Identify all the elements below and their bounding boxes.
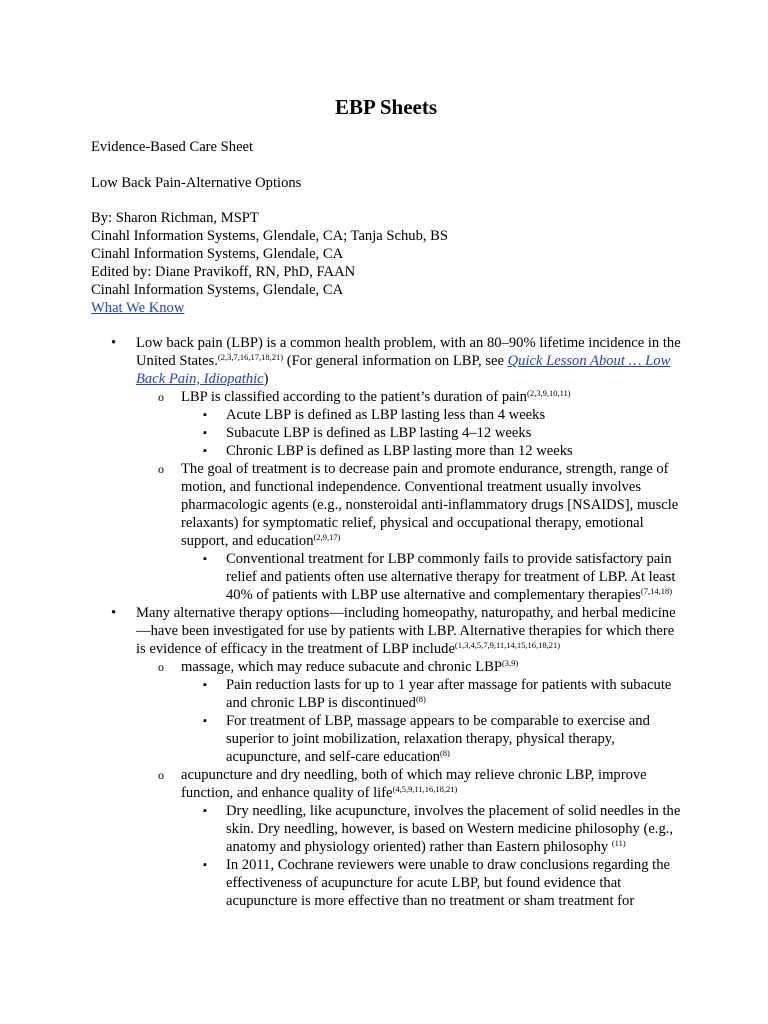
citation: (11)	[611, 838, 626, 848]
bullet-text: Many alternative therapy options—including homeopathy, naturopathy, and herbal medicine—have been investigated for use by patients with LBP. Alternative therapies for which there is evidence of efficacy in the treatment of LBP include	[136, 605, 676, 657]
sub-sub-bullet-list	[181, 406, 681, 460]
list-item	[136, 388, 681, 460]
sub-sub-bullet-list	[181, 802, 681, 910]
affiliation-line: Cinahl Information Systems, Glendale, CA	[91, 282, 344, 298]
bullet-text: Low back pain (LBP) is a common health problem, with an 80–90% lifetime incidence in the United States.	[136, 335, 681, 369]
list-item	[181, 802, 681, 856]
bullet-text: (For general information on LBP, see	[283, 353, 508, 369]
list-item	[136, 658, 681, 766]
document-title: EBP Sheets	[334, 95, 438, 119]
main-bullet-list	[91, 334, 681, 910]
editor-line: Edited by: Diane Pravikoff, RN, PhD, FAAN	[91, 264, 356, 280]
quick-lesson-link[interactable]: Quick Lesson About … Low Back Pain, Idiopathic	[136, 353, 671, 387]
citation: (1,3,4,5,7,9,11,14,15,16,18,21)	[454, 640, 561, 650]
bullet-text: massage, which may reduce subacute and chronic LBP	[181, 659, 502, 675]
what-we-know-link[interactable]: What We Know	[91, 300, 185, 316]
list-item	[181, 676, 681, 712]
citation: (2,9,17)	[313, 532, 341, 542]
citation: (7,14,18)	[640, 586, 673, 596]
citation: (2,3,9,10,11)	[526, 388, 571, 398]
citation: (2,3,7,16,17,18,21)	[217, 352, 284, 362]
sheet-subtitle: Evidence-Based Care Sheet	[91, 139, 254, 155]
bullet-text: LBP is classified according to the patient’s duration of pain	[181, 389, 527, 405]
list-item: ▪ In 2011, Cochrane reviewers were unable to draw conclusions regarding the effectiveness of acupuncture for acute LBP, but found evidence that acupuncture is more effective than no treatment or sham treatment for	[181, 856, 681, 910]
sub-sub-bullet-list	[181, 676, 681, 766]
credits-block	[91, 209, 448, 317]
citation: (3,9)	[501, 658, 519, 668]
list-item: ▪ Chronic LBP is defined as LBP lasting more than 12 weeks	[181, 442, 681, 460]
sheet-topic: Low Back Pain-Alternative Options	[91, 175, 302, 191]
document-content	[91, 334, 681, 910]
list-item	[181, 550, 681, 604]
citation: (8)	[415, 694, 426, 704]
citation: (8)	[439, 748, 450, 758]
bullet-text: acupuncture and dry needling, both of which may relieve chronic LBP, improve function, and enhance quality of life	[181, 767, 647, 801]
list-item	[136, 460, 681, 604]
list-item: ▪ Subacute LBP is defined as LBP lasting 4–12 weeks	[181, 424, 681, 442]
sub-bullet-list	[136, 658, 681, 910]
affiliation-line: Cinahl Information Systems, Glendale, CA; Tanja Schub, BS	[91, 228, 449, 244]
bullet-text: Conventional treatment for LBP commonly fails to provide satisfactory pain relief and patients often use alternative therapy for treatment of LBP. At least 40% of patients with LBP use alternative and complementary therapies	[226, 551, 676, 603]
bullet-text: )	[263, 371, 269, 387]
affiliation-line: Cinahl Information Systems, Glendale, CA	[91, 246, 344, 262]
bullet-text: Dry needling, like acupuncture, involves the placement of solid needles in the skin. Dry needling, however, is based on Western medicine philosophy (e.g., anatomy and physiology oriented) rather than Eastern philosophy	[226, 803, 681, 855]
list-item	[91, 334, 681, 604]
bullet-text: Pain reduction lasts for up to 1 year after massage for patients with subacute and chronic LBP is discontinued	[226, 677, 672, 711]
sub-sub-bullet-list	[181, 550, 681, 604]
bullet-text: For treatment of LBP, massage appears to be comparable to exercise and superior to joint mobilization, relaxation therapy, physical therapy, acupuncture, and self-care education	[226, 713, 650, 765]
list-item	[91, 604, 681, 910]
author-line: By: Sharon Richman, MSPT	[91, 210, 259, 226]
sub-bullet-list	[136, 388, 681, 604]
citation: (4,5,9,11,16,18,21)	[392, 784, 458, 794]
list-item	[181, 712, 681, 766]
list-item: ▪ Acute LBP is defined as LBP lasting less than 4 weeks	[181, 406, 681, 424]
bullet-text: The goal of treatment is to decrease pain and promote endurance, strength, range of motion, and functional independence. Conventional treatment usually involves pharmacologic agents (e.g., nonsteroidal anti-inflammatory drugs [NSAIDS], muscle relaxants) for symptomatic relief, physical and occupational therapy, emotional support, and education	[181, 461, 679, 549]
list-item	[136, 766, 681, 910]
